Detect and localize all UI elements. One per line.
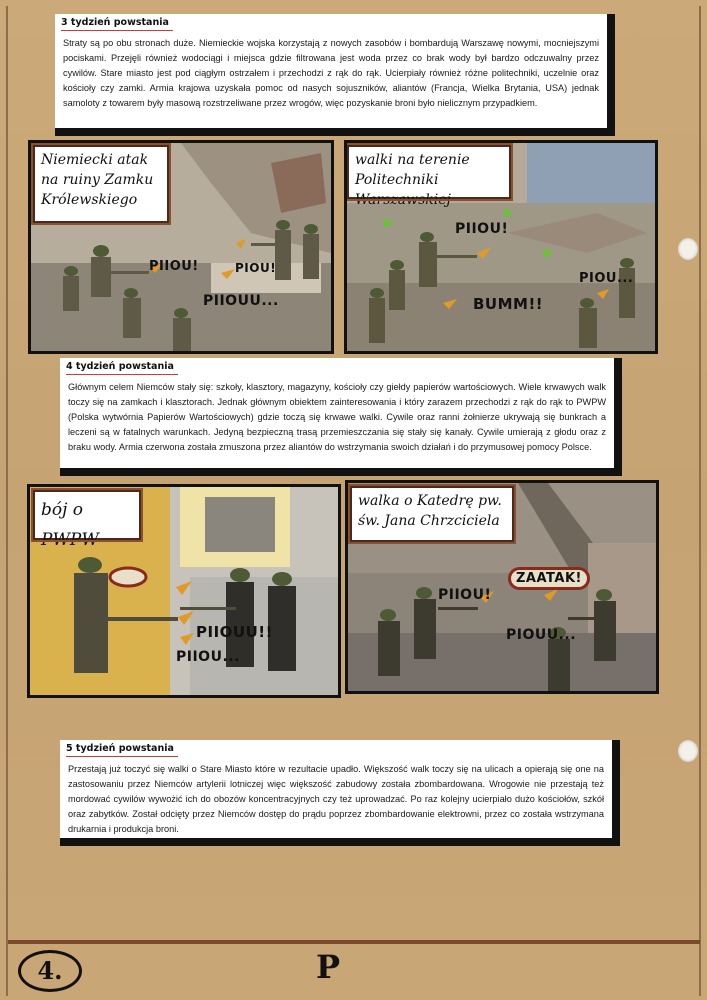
panel-cathedral-sfx-1: PIIOU! [438, 587, 492, 603]
panel-polytechnic-sfx-1: PIIOU! [455, 221, 509, 237]
panel-pwpw-caption: bój o PWPW [33, 490, 141, 540]
week4-textbox [60, 358, 622, 476]
panel-pwpw-sfx-1: PIIOUU!! [196, 623, 273, 641]
week5-textbox [60, 740, 620, 846]
page-mark: P [316, 948, 341, 986]
panel-polytechnic-sfx-3: BUMM!! [473, 295, 544, 313]
panel-cathedral-caption: walka o Katedrę pw. św. Jana Chrzciciela [350, 486, 514, 542]
panel-polytechnic [344, 140, 658, 354]
footer-divider [8, 940, 700, 944]
week4-heading: 4 tydzień powstania [66, 360, 178, 375]
panel-castle-attack-sfx-1: PIIOU! [149, 259, 199, 274]
week3-textbox [55, 14, 615, 136]
panel-castle-attack-sfx-3: PIIOUU... [203, 293, 279, 309]
week4-body: Głównym celem Niemców stały się: szkoły, klasztory, magazyny, kościoły czy giełdy papierów wartościowych. Wiele krwawych walk toczy się na zamkach i klasztorach. Jednak głównym obiektem zainteresowania i który zarazem przechodzi z rąk do rąk to PWPW (Polska wytwórnia Papierów Wartościowych) gdzie toczą się krwawe walki. Cywile oraz ranni żołnierze ukrywają się bunkrach a leczeni są w fatalnych warunkach. Jedyną bezpieczną trasą przemieszczania się stały się kanały. Cywile umierają z głodu oraz z braku wody. Armia czerwona została zmuszona przez aliantów do wstrzymania swoich działań i do przymusowej pomocy Polsce. [68, 382, 606, 452]
panel-castle-attack-sfx-2: PIOU! [235, 261, 277, 275]
week5-heading: 5 tydzień powstania [66, 742, 178, 757]
panel-cathedral [345, 480, 659, 694]
week3-heading: 3 tydzień powstania [61, 16, 173, 31]
panel-pwpw [27, 484, 341, 698]
left-edge-line [6, 6, 8, 996]
right-edge-line [699, 6, 701, 996]
binder-hole-top [678, 238, 698, 260]
panel-castle-attack [28, 140, 334, 354]
panel-pwpw-sfx-2: PIIOU... [176, 649, 240, 665]
panel-polytechnic-sfx-2: PIOU... [579, 271, 634, 286]
panel-cathedral-sfx-2: ZAATAK! [508, 567, 590, 590]
week5-body: Przestają już toczyć się walki o Stare Miasto które w rezultacie upadło. Większość walk toczy się na ulicach a opierają się one na zastosowaniu przez Niemców artylerii lotniczej więc większość zabudowy została zbombardowana. Wrogowie nie przestają też mordować cywilów wywożić ich do obozów koncentracyjnych czy też uprowadzać. Po raz kolejny ucierpiało dużo kościołów, szkół oraz zabytków. Został odcięty przez Niemców dostęp do prądu poprzez zbombardowanie elektrowni, przez co została wstrzymana drukarnia i produkcja broni. [68, 764, 604, 834]
panel-cathedral-sfx-3: PIOUU... [506, 627, 577, 643]
binder-hole-bottom [678, 740, 698, 762]
panel-castle-attack-caption: Niemiecki atak na ruiny Zamku Królewskiego [33, 145, 169, 223]
page-number: 4. [18, 950, 82, 992]
panel-polytechnic-caption: walki na terenie Politechniki Warszawskiej [347, 145, 511, 199]
week3-body: Straty są po obu stronach duże. Niemieckie wojska korzystają z nowych zasobów i bombardują Warszawę nowymi, mocniejszymi pociskami. Przejęli również wodociągi i miejsca gdzie filtrowana jest woda przez co brak wody był bardzo odczuwalny przez cywilów. Stare miasto jest pod ciągłym ostrzałem i przechodzi z rąk do rąk. Ucierpiały również różne politechniki, uczelnie oraz kościoły czy zamki. Armia krajowa uzyskała pomoc od nasych sojuszników, aliantów (Francja, Wielka Brytania, USA) jednak samoloty z towarem były masową rozstrzeliwane przez wrogów, więc pozyskanie broni było nielicznym przypadkiem. [63, 38, 599, 108]
